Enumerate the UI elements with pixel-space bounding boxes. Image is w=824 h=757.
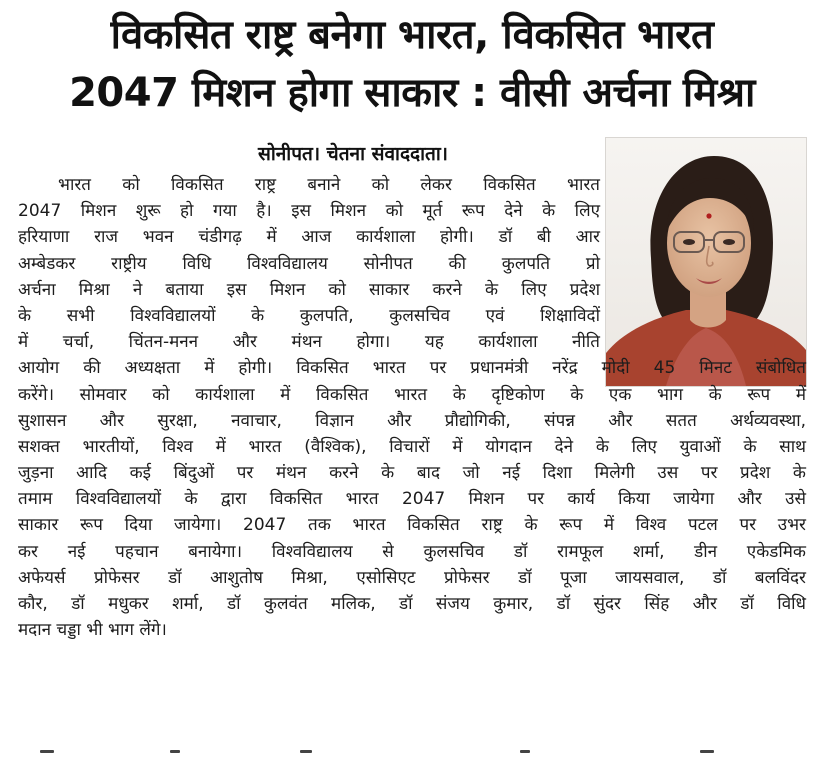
article-line: हरियाणा राज भवन चंडीगढ़ में आज कार्यशाला होगी। डॉ बी आर: [18, 227, 600, 248]
article-line: तमाम विश्वविद्यालयों के द्वारा विकसित भारत 2047 मिशन पर कार्य किया जायेगा और उसे: [18, 489, 806, 510]
article-line: के सभी विश्वविद्यालयों के कुलपति, कुलसचिव एवं शिक्षाविदों: [18, 305, 600, 326]
article-line: सशक्त भारतीयों, विश्व में भारत (वैश्विक), विचारों में योगदान देने के लिए युवाओं के साथ: [18, 436, 806, 457]
text-fragment: [300, 750, 312, 753]
article-line: अफेयर्स प्रोफेसर डॉ आशुतोष मिश्रा, एसोसिएट प्रोफेसर डॉ पूजा जायसवाल, डॉ बलविंदर: [18, 567, 806, 588]
article-line: जुड़ना आदि कई बिंदुओं पर मंथन करने के बाद जो नई दिशा मिलेगी उस पर प्रदेश के: [18, 463, 806, 484]
text-fragment: [40, 750, 54, 753]
article-line: करेंगे। सोमवार को कार्यशाला में विकसित भारत के दृष्टिकोण के एक भाग के रूप में: [18, 384, 806, 405]
article-line: सुशासन और सुरक्षा, नवाचार, विज्ञान और प्रौद्योगिकी, संपन्न और सतत अर्थव्यवस्था,: [18, 410, 806, 431]
article-line: में चर्चा, चिंतन-मनन और मंथन होगा। यह कार्यशाला नीति: [18, 332, 600, 353]
dateline: सोनीपत। चेतना संवाददाता।: [257, 143, 449, 165]
text-fragment: [700, 750, 714, 753]
article-line: आयोग की अध्यक्षता में होगी। विकसित भारत पर प्रधानमंत्री नरेंद्र मोदी 45 मिनट संबोधित: [18, 358, 806, 379]
headline-line-1: विकसित राष्ट्र बनेगा भारत, विकसित भारत: [110, 12, 714, 58]
cropped-next-text: [0, 750, 824, 757]
article-line: 2047 मिशन शुरू हो गया है। इस मिशन को मूर्त रूप देने के लिए: [18, 201, 600, 222]
article-line-last: मदान चड्डा भी भाग लेंगे।: [18, 620, 167, 641]
article-line: भारत को विकसित राष्ट्र बनाने को लेकर विकसित भारत: [58, 175, 600, 195]
article-body: [18, 172, 808, 643]
headline-line-2: 2047 मिशन होगा साकार : वीसी अर्चना मिश्रा: [69, 70, 755, 116]
text-fragment: [520, 750, 530, 753]
headline: [0, 6, 824, 122]
article-line: साकार रूप दिया जायेगा। 2047 तक भारत विकसित राष्ट्र के रूप में विश्व पटल पर उभर: [18, 515, 806, 536]
article-line: कौर, डॉ मधुकर शर्मा, डॉ कुलवंत मलिक, डॉ संजय कुमार, डॉ सुंदर सिंह और डॉ विधि: [18, 594, 806, 614]
text-fragment: [170, 750, 180, 753]
article-line: कर नई पहचान बनायेगा। विश्वविद्यालय से कुलसचिव डॉ रामफूल शर्मा, डीन एकेडमिक: [18, 541, 806, 562]
article-line: अम्बेडकर राष्ट्रीय विधि विश्वविद्यालय सोनीपत की कुलपति प्रो: [18, 253, 600, 274]
article-line: अर्चना मिश्रा ने बताया इस मिशन को साकार करने के लिए प्रदेश: [18, 279, 600, 300]
